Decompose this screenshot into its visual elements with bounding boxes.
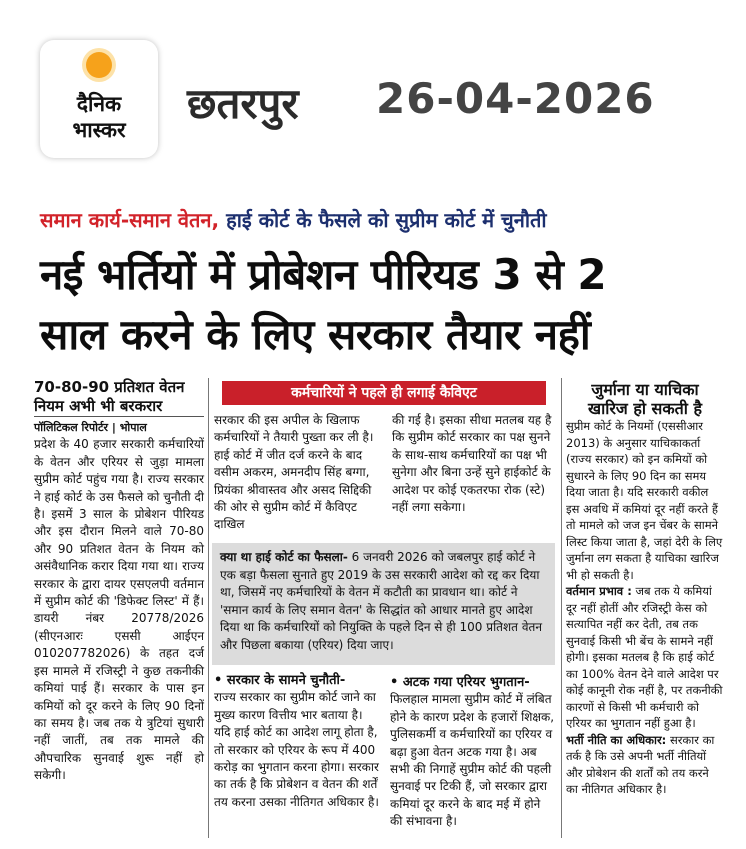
right-column — [566, 380, 724, 798]
hc-verdict-title: क्या था हाई कोर्ट का फैसला- — [220, 550, 348, 564]
right-para3-title: भर्ती नीति का अधिकार: — [566, 732, 667, 747]
right-head-line2: खारिज हो सकती है — [587, 399, 702, 418]
arrear-body: फिलहाल मामला सुप्रीम कोर्ट में लंबित होने के कारण प्रदेश के हजारों शिक्षक, पुलिसकर्मी व कर्मचारियों का एरियर व बढ़ा हुआ वेतन अटक गया है। अब सभी की निगाहें सुप्रीम कोर्ट की पहली सुनवाई पर टिकी हैं, जो सरकार द्वारा कमियां दूर करने के बाद मई में होने की संभावना है। — [390, 692, 555, 829]
right-para1: सुप्रीम कोर्ट के नियमों (एससीआर 2013) के अनुसार याचिकाकर्ता (राज्य सरकार) को इन कमियों को सुधारने के लिए 90 दिन का समय दिया जाता है। यदि सरकारी वकील इस अवधि में कमियां दूर नहीं करते हैं तो मामले को जज इन चेंबर के सामने लिस्ट किया जाता है, जहां देरी के लिए जुर्माना लग सकता है याचिका खारिज भी हो सकती है। — [566, 419, 723, 582]
govt-challenge-title: • सरकार के सामने चुनौती- — [214, 673, 346, 688]
right-para2-title: वर्तमान प्रभाव : — [566, 584, 632, 598]
logo-text-line2: भास्कर — [72, 118, 126, 142]
govt-challenge-section — [214, 672, 379, 811]
column-divider-right — [561, 378, 562, 838]
city-name: छतरपुर — [187, 79, 299, 128]
headline-kicker — [40, 206, 547, 233]
dainik-bhaskar-logo — [40, 40, 158, 158]
right-para3-body: सरकार का तर्क है कि उसे अपनी भर्ती नीतियों और प्रोबेशन की शर्तों को तय करने का नीतिगत अधिकार है। — [566, 732, 715, 796]
right-head-line1: जुर्माना या याचिका — [591, 380, 699, 399]
hc-verdict-body: 6 जनवरी 2026 को जबलपुर हाई कोर्ट ने एक बड़ा फैसला सुनाते हुए 2019 के उस सरकारी आदेश को रद्द कर दिया था, जिसमें नए कर्मचारियों के वेतन में कटौती का प्रावधान था। कोर्ट ने 'समान कार्य के लिए समान वेतन' के सिद्धांत को आधार मानते हुए आदेश दिया था कि कर्मचारियों को नियुक्ति के पहले दिन से ही 100 प्रतिशत वेतन और पिछला बकाया (एरियर) दिया जाए। — [220, 550, 542, 652]
left-body-text: प्रदेश के 40 हजार सरकारी कर्मचारियों के वेतन और एरियर से जुड़ा मामला सुप्रीम कोर्ट पहुंच गया है। राज्य सरकार ने हाई कोर्ट के उस फैसले को चुनौती दी है। इसमें 3 साल के प्रोबेशन पीरियड और इस दौरान मिलने वाले 70-80 और 90 प्रतिशत वेतन के नियम को असंवैधानिक करार दिया गया था। राज्य सरकार के द्वारा दायर एसएलपी वर्तमान में सुप्रीम कोर्ट की 'डिफेक्ट लिस्ट' में हैं। डायरी नंबर 20778/2026 (सीएनआरः एससी आईएन 010207782026) के तहत दर्ज इस मामले में रजिस्ट्री ने कुछ तकनीकी कमियां पाई हैं। सरकार के पास इन कमियों को दूर करने के लिए 90 दिनों का समय है। जब तक ये त्रुटियां सुधारी नहीं जातीं, तब तक मामले की औपचारिक सुनवाई शुरू नहीं हो सकेगी। — [34, 437, 204, 783]
arrear-section — [390, 674, 555, 831]
hc-verdict-box — [212, 543, 555, 665]
left-column — [34, 378, 204, 785]
caveat-banner: कर्मचारियों ने पहले ही लगाई कैविएट — [222, 381, 546, 405]
kicker-red-text: समान कार्य-समान वेतन, — [40, 208, 220, 232]
byline: पॉलिटिकल रिपोर्टर | भोपाल — [34, 416, 204, 436]
kicker-blue-text: हाई कोर्ट के फैसले को सुप्रीम कोर्ट में चुनौती — [226, 208, 547, 232]
sun-icon — [86, 52, 112, 78]
caveat-text-col1 — [214, 412, 384, 534]
caveat-col1-text: सरकार की इस अपील के खिलाफ कर्मचारियों ने तैयारी पुख्ता कर ली है। हाई कोर्ट में जीत दर्ज करने के बाद वसीम अकरम, अमनदीप सिंह बग्गा, प्रियंका श्रीवास्तव और असद सिद्दिकी की ओर से सुप्रीम कोर्ट में कैविएट दाखिल — [214, 413, 374, 532]
main-headline-line2: साल करने के लिए सरकार तैयार नहीं — [40, 310, 591, 359]
caveat-col2-text: की गई है। इसका सीधा मतलब यह है कि सुप्रीम कोर्ट सरकार का पक्ष सुनने के साथ-साथ कर्मचारियों का पक्ष भी सुनेगा और बिना उन्हें सुने हाईकोर्ट के आदेश पर कोई एकतरफा रोक (स्टे) नहीं लगा सकेगा। — [392, 413, 552, 515]
main-headline-line1: नई भर्तियों में प्रोबेशन पीरियड 3 से 2 — [40, 250, 607, 299]
logo-text-line1: दैनिक — [76, 92, 122, 116]
left-subhead-line1: 70-80-90 प्रतिशत वेतन — [34, 378, 185, 396]
left-subhead-line2: नियम अभी भी बरकरार — [34, 397, 163, 415]
arrear-title: • अटक गया एरियर भुगतान- — [390, 675, 530, 690]
right-para2-body: जब तक ये कमियां दूर नहीं होतीं और रजिस्ट्री केस को सत्यापित नहीं कर देती, तब तक सुनवाई किसी भी बेंच के सामने नहीं होगी। इसका मतलब है कि हाई कोर्ट का 100% वेतन देने वाले आदेश पर कोई कानूनी रोक नहीं है, पर तकनीकी कारणों से किसी भी कर्मचारी को एरियर का भुगतान नहीं हुआ है। — [566, 584, 723, 730]
govt-challenge-body: राज्य सरकार का सुप्रीम कोर्ट जाने का मुख्य कारण वित्तीय भार बताया है। यदि हाई कोर्ट का आदेश लागू होता है, तो सरकार को एरियर के रूप में 400 करोड़ का भुगतान करना होगा। सरकार का तर्क है कि प्रोबेशन व वेतन की शर्तें तय करना उसका नीतिगत अधिकार है। — [214, 690, 379, 809]
edition-date: 26-04-2026 — [376, 74, 655, 123]
caveat-text-col2 — [392, 412, 554, 516]
column-divider — [208, 378, 209, 838]
